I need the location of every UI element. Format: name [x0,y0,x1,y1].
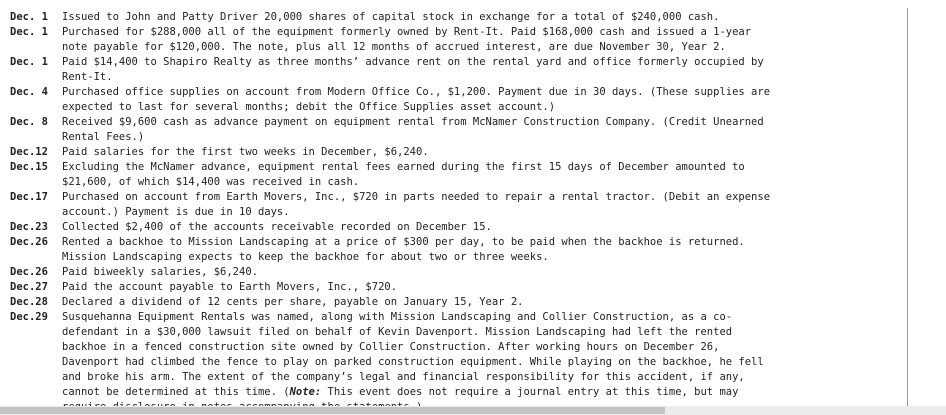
transaction-entry [10,235,905,265]
description-line: Purchased office supplies on account from Modern Office Co., $1,200. Payment due in 30 days. (These supplies are [62,86,771,98]
transaction-description [62,145,862,160]
transaction-entry [10,280,905,295]
transaction-date: Dec.15 [10,161,48,173]
transaction-description [62,235,862,265]
transaction-date: Dec.26 [10,236,48,248]
note-text: This event does not require a journal entry at this time, but may [321,386,739,398]
description-line: Paid salaries for the first two weeks in December, $6,240. [62,146,429,158]
transaction-description [62,280,862,295]
description-line: Collected $2,400 of the accounts receivable recorded on December 15. [62,221,492,233]
transaction-entry [10,265,905,280]
transaction-date: Dec. 1 [10,26,48,38]
description-line: note payable for $120,000. The note, plus all 12 months of accrued interest, are due November 30, Year 2. [62,41,726,53]
transaction-date: Dec.28 [10,296,48,308]
content-border [907,8,908,410]
transaction-entry [10,295,905,310]
transaction-entry [10,55,905,85]
description-line: Rent-It. [62,71,113,83]
description-line: and broke his arm. The extent of the company’s legal and financial responsibility for this accident, if any, [62,371,745,383]
transaction-date: Dec.17 [10,191,48,203]
note-text: cannot be determined at this time. ( [62,386,290,398]
description-line: Rented a backhoe to Mission Landscaping at a price of $300 per day, to be paid when the backhoe is returned. [62,236,745,248]
description-line: Susquehanna Equipment Rentals was named, along with Mission Landscaping and Collier Construction, as a co- [62,311,733,323]
transaction-description [62,295,862,310]
description-line: Received $9,600 cash as advance payment on equipment rental from McNamer Construction Company. (Credit Unearned [62,116,764,128]
description-line: backhoe in a fenced construction site owned by Collier Construction. After working hours on December 26, [62,341,720,353]
transaction-description [62,115,862,145]
transaction-description [62,190,862,220]
transaction-entry [10,160,905,190]
transaction-entry [10,190,905,220]
transaction-entry [10,10,905,25]
transaction-description [62,265,862,280]
description-line: Paid biweekly salaries, $6,240. [62,266,258,278]
transaction-entry [10,115,905,145]
description-line: account.) Payment is due in 10 days. [62,206,290,218]
transaction-date: Dec.29 [10,311,48,323]
transaction-description [62,310,862,415]
transaction-date: Dec.26 [10,266,48,278]
transaction-date: Dec. 1 [10,11,48,23]
transaction-date: Dec. 1 [10,56,48,68]
transaction-description [62,10,862,25]
note-label: Note: [289,386,322,398]
transaction-entry [10,310,905,415]
transaction-entry [10,220,905,235]
transaction-date: Dec. 8 [10,116,48,128]
description-line: Davenport had climbed the fence to play on parked construction equipment. While playing on the backhoe, he fell [62,356,764,368]
description-line: expected to last for several months; debit the Office Supplies asset account.) [62,101,556,113]
description-line: Mission Landscaping expects to keep the backhoe for about two or three weeks. [62,251,549,263]
description-line: Excluding the McNamer advance, equipment rental fees earned during the first 15 days of December amounted to [62,161,745,173]
transaction-date: Dec. 4 [10,86,48,98]
transaction-description [62,55,862,85]
transaction-description [62,160,862,190]
transaction-date: Dec.27 [10,281,48,293]
description-line: Paid the account payable to Earth Movers, Inc., $720. [62,281,398,293]
transaction-description [62,220,862,235]
transactions-list [10,10,905,405]
description-line: $21,600, of which $14,400 was received in cash. [62,176,360,188]
horizontal-scrollbar[interactable] [0,406,946,415]
scrollbar-thumb[interactable] [0,407,665,414]
description-line [62,385,862,400]
transaction-entry [10,145,905,160]
description-line: Paid $14,400 to Shapiro Realty as three months’ advance rent on the rental yard and office formerly occupied by [62,56,764,68]
transaction-date: Dec.23 [10,221,48,233]
description-line: Purchased on account from Earth Movers, Inc., $720 in parts needed to repair a rental tractor. (Debit an expense [62,191,771,203]
transaction-description [62,85,862,115]
transaction-date: Dec.12 [10,146,48,158]
description-line: Purchased for $288,000 all of the equipment formerly owned by Rent-It. Paid $168,000 cash and issued a 1-year [62,26,752,38]
description-line: Issued to John and Patty Driver 20,000 shares of capital stock in exchange for a total of $240,000 cash. [62,11,720,23]
description-line: defendant in a $30,000 lawsuit filed on behalf of Kevin Davenport. Mission Landscaping had left the rented [62,326,733,338]
description-line: Declared a dividend of 12 cents per share, payable on January 15, Year 2. [62,296,524,308]
transaction-entry [10,25,905,55]
description-line: Rental Fees.) [62,131,145,143]
transaction-description [62,25,862,55]
transaction-entry [10,85,905,115]
